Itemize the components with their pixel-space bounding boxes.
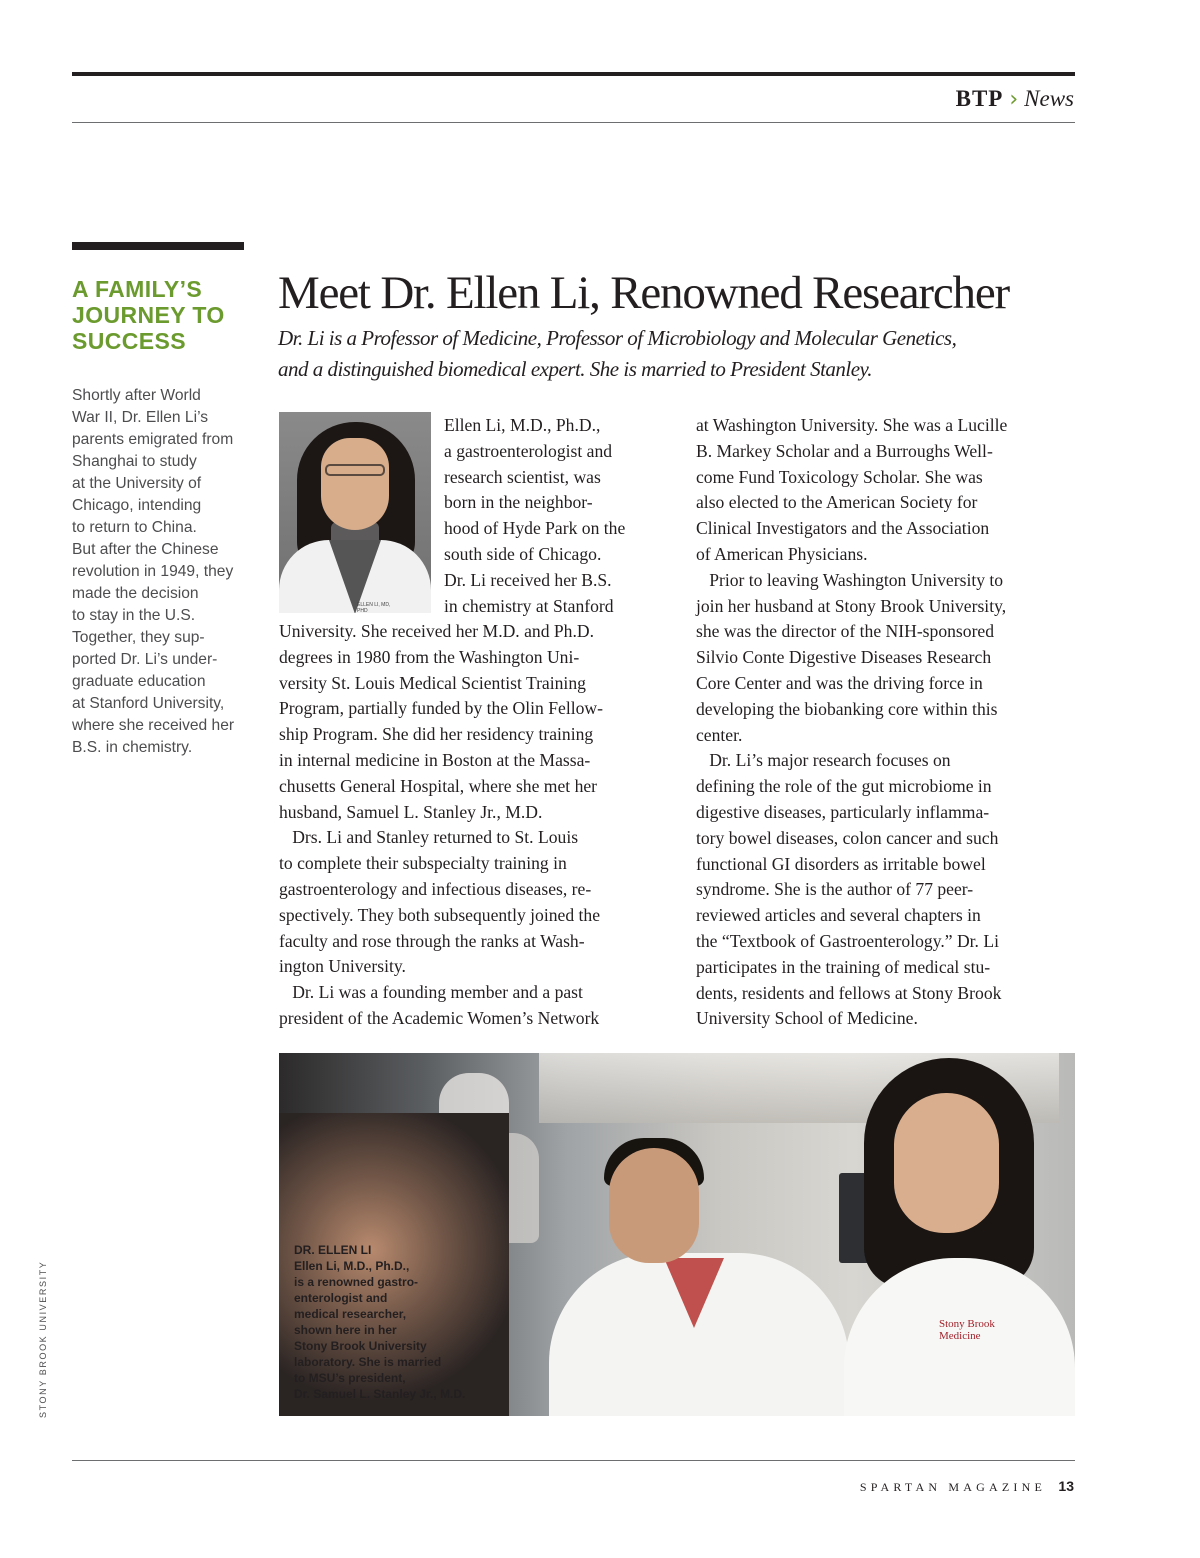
article-column-c (696, 413, 1007, 1032)
sidebar-title-line: JOURNEY TO (72, 302, 225, 328)
body-line: tory bowel diseases, colon cancer and such (696, 827, 999, 848)
sidebar-line: Chicago, intending (72, 497, 202, 514)
portrait-name-tag: ELLEN LI, MD, PHD (357, 602, 391, 613)
sidebar-text (72, 385, 257, 759)
sidebar-line: made the decision (72, 585, 199, 602)
body-line: Dr. Li received her B.S. (444, 569, 612, 590)
sidebar-title (72, 276, 252, 354)
sidebar-line: Shanghai to study (72, 453, 197, 470)
body-line: Program, partially funded by the Olin Fellow- (279, 698, 603, 719)
photo-caption (294, 1242, 484, 1402)
body-line: syndrome. She is the author of 77 peer- (696, 879, 974, 900)
body-line: developing the biobanking core within this (696, 698, 998, 719)
caption-line: laboratory. She is married (294, 1355, 442, 1369)
body-line: Silvio Conte Digestive Diseases Research (696, 647, 992, 668)
top-rule (72, 72, 1075, 76)
caption-title: DR. ELLEN LI (294, 1243, 372, 1257)
deck-line: Dr. Li is a Professor of Medicine, Professor of Microbiology and Molecular Genetics, (278, 326, 957, 350)
sidebar-line: to stay in the U.S. (72, 607, 196, 624)
body-line: chusetts General Hospital, where she met her (279, 775, 598, 796)
sidebar-line: revolution in 1949, they (72, 563, 234, 580)
body-line: gastroenterology and infectious diseases, re- (279, 878, 592, 899)
sidebar-line: parents emigrated from (72, 431, 234, 448)
body-line: research scientist, was (444, 466, 601, 487)
student-face (609, 1148, 699, 1263)
body-line: dents, residents and fellows at Stony Brook (696, 982, 1002, 1003)
stony-brook-medicine-logo: Stony Brook Medicine (939, 1318, 995, 1342)
body-line: Ellen Li, M.D., Ph.D., (444, 415, 601, 435)
body-line: president of the Academic Women’s Network (279, 1007, 600, 1028)
caption-line: Dr. Samuel L. Stanley Jr., M.D. (294, 1387, 466, 1401)
body-line: husband, Samuel L. Stanley Jr., M.D. (279, 801, 543, 822)
sidebar-line: graduate education (72, 673, 206, 690)
sidebar-rule (72, 242, 244, 250)
vertical-university-label: STONY BROOK UNIVERSITY (38, 1260, 48, 1418)
body-line: degrees in 1980 from the Washington Uni- (279, 646, 580, 667)
body-line: born in the neighbor- (444, 492, 593, 513)
sidebar-line: at Stanford University, (72, 695, 225, 712)
body-line: the “Textbook of Gastroenterology.” Dr. Li (696, 930, 999, 951)
body-line: defining the role of the gut microbiome in (696, 776, 992, 797)
portrait-photo (279, 412, 431, 613)
caption-line: enterologist and (294, 1291, 388, 1305)
sidebar-line: Together, they sup- (72, 629, 205, 646)
caption-line: shown here in her (294, 1323, 397, 1337)
caption-line: Stony Brook University (294, 1339, 427, 1353)
caption-line: to MSU’s president, (294, 1371, 406, 1385)
body-line: Core Center and was the driving force in (696, 672, 983, 693)
sidebar-line: where she received her (72, 717, 235, 734)
body-line: B. Markey Scholar and a Burroughs Well- (696, 440, 993, 461)
body-line: Drs. Li and Stanley returned to St. Louis (279, 827, 579, 848)
body-line: in chemistry at Stanford (444, 595, 614, 616)
body-line: ington University. (279, 956, 406, 977)
body-line: to complete their subspecialty training in (279, 853, 567, 874)
sidebar-line: ported Dr. Li’s under- (72, 651, 218, 668)
body-line: Prior to leaving Washington University to (696, 569, 1004, 590)
body-line: she was the director of the NIH-sponsored (696, 621, 995, 642)
body-line: Clinical Investigators and the Association (696, 518, 990, 539)
article-headline: Meet Dr. Ellen Li, Renowned Researcher (278, 267, 1009, 319)
caption-line: Ellen Li, M.D., Ph.D., (294, 1259, 410, 1273)
body-line: University School of Medicine. (696, 1008, 918, 1029)
section-breadcrumb (956, 86, 1074, 112)
chevron-right-icon: › (1009, 87, 1019, 112)
body-line: in internal medicine in Boston at the Massa- (279, 749, 591, 770)
section-label: BTP (955, 86, 1004, 111)
sidebar-line: But after the Chinese (72, 541, 219, 558)
body-line: functional GI disorders as irritable bowel (696, 853, 986, 874)
body-line: participates in the training of medical stu- (696, 956, 991, 977)
body-line: south side of Chicago. (444, 543, 602, 564)
body-line: hood of Hyde Park on the (444, 518, 626, 539)
subsection-label: News (1024, 86, 1074, 111)
sidebar-title-line: A FAMILY’S (72, 276, 203, 302)
sidebar-line: to return to China. (72, 519, 197, 536)
body-line: center. (696, 724, 743, 745)
sidebar-line: Shortly after World (72, 387, 201, 404)
magazine-name: SPARTAN MAGAZINE (859, 1480, 1046, 1494)
page-number: 13 (1058, 1478, 1074, 1494)
body-line: a gastroenterologist and (444, 440, 613, 461)
body-line: also elected to the American Society for (696, 492, 978, 513)
body-line: of American Physicians. (696, 543, 868, 564)
sidebar-line: War II, Dr. Ellen Li’s (72, 409, 209, 426)
body-line: University. She received her M.D. and Ph.D. (279, 621, 594, 641)
body-line: ship Program. She did her residency training (279, 724, 594, 745)
body-line: join her husband at Stony Brook University, (696, 595, 1007, 616)
glasses-icon (325, 464, 385, 476)
dr-li-face (894, 1093, 999, 1233)
article-column-b (279, 619, 603, 1032)
article-deck (278, 323, 1078, 385)
portrait-face (321, 438, 389, 530)
deck-line: and a distinguished biomedical expert. She is married to President Stanley. (278, 357, 872, 381)
article-column-a (444, 413, 625, 619)
sidebar-line: at the University of (72, 475, 202, 492)
sidebar-line: B.S. in chemistry. (72, 739, 193, 756)
body-line: versity St. Louis Medical Scientist Training (279, 672, 586, 693)
body-line: Dr. Li was a founding member and a past (279, 982, 583, 1003)
caption-line: is a renowned gastro- (294, 1275, 419, 1289)
header-divider (72, 122, 1075, 123)
sidebar-title-line: SUCCESS (72, 328, 186, 354)
body-line: Dr. Li’s major research focuses on (696, 750, 951, 771)
body-line: come Fund Toxicology Scholar. She was (696, 466, 983, 487)
body-line: at Washington University. She was a Lucille (696, 415, 1008, 435)
body-line: digestive diseases, particularly inflamma- (696, 801, 990, 822)
caption-line: medical researcher, (294, 1307, 407, 1321)
body-line: spectively. They both subsequently joined the (279, 904, 601, 925)
body-line: reviewed articles and several chapters in (696, 905, 981, 926)
body-line: faculty and rose through the ranks at Wash- (279, 930, 585, 951)
footer-divider (72, 1460, 1075, 1461)
